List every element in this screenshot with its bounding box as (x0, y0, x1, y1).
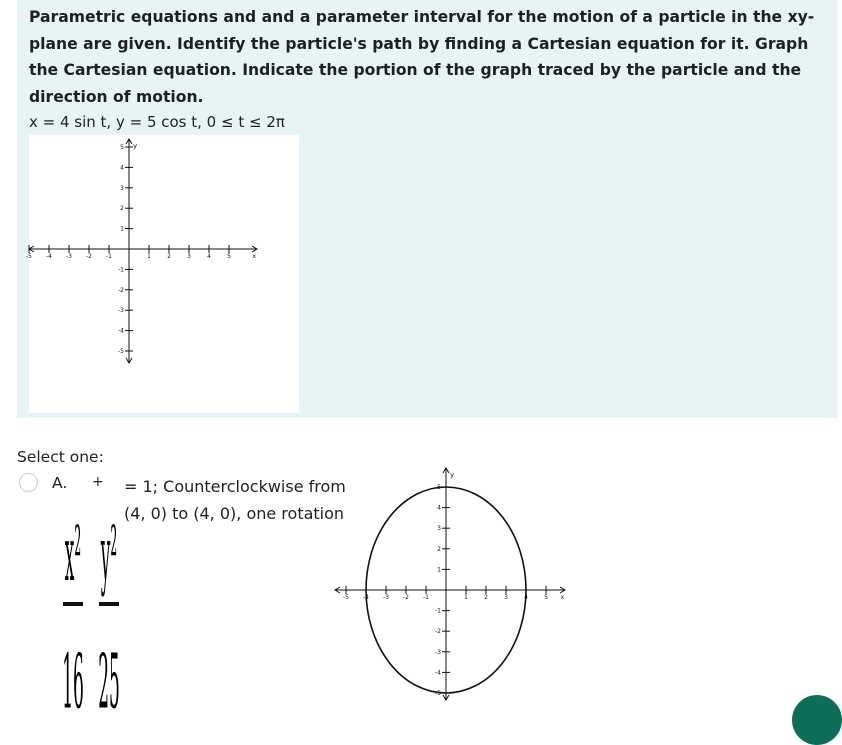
y-tick-label: 3 (437, 525, 441, 533)
y-tick-label: -3 (435, 648, 441, 656)
x-tick-label: -3 (383, 594, 389, 601)
fraction-x-squared-over-16 (56, 508, 90, 726)
y-tick-label: -1 (435, 607, 441, 615)
fraction-bar (63, 602, 83, 606)
x-tick-label: -4 (363, 594, 369, 601)
x-tick-label: 2 (484, 594, 488, 601)
y-tick-label: -5 (435, 690, 441, 697)
axes (335, 468, 565, 700)
blank-graph-svg (26, 135, 299, 413)
x-axis-label: x (252, 253, 256, 260)
fraction-denominator-25: 25 (98, 638, 120, 726)
x-tick-label: -2 (86, 253, 92, 260)
blank-graph (26, 135, 299, 413)
x-tick-label: 5 (544, 594, 548, 601)
y-axis-label: y (450, 471, 455, 479)
fraction-numerator-x: x² (64, 511, 82, 598)
y-tick-label: 1 (120, 225, 124, 233)
x-tick-label: -1 (423, 594, 429, 601)
y-tick-label: -4 (118, 327, 124, 335)
x-tick-label: 3 (187, 253, 191, 260)
y-tick-label: -1 (118, 266, 124, 274)
y-tick-label: 2 (437, 545, 441, 553)
x-tick-label: 4 (207, 253, 211, 260)
x-tick-label: -5 (26, 253, 32, 260)
y-axis-label: y (133, 142, 138, 150)
y-tick-label: 2 (120, 205, 124, 213)
x-tick-label: 3 (504, 594, 508, 601)
x-tick-label: -1 (106, 253, 112, 260)
y-tick-label: 4 (120, 164, 124, 172)
fraction-denominator-16: 16 (62, 638, 84, 726)
y-tick-label: 1 (437, 566, 441, 574)
x-tick-label: -2 (403, 594, 409, 601)
fraction-y-squared-over-25 (92, 508, 126, 726)
select-one-label: Select one: (17, 448, 104, 466)
fraction-bar (99, 602, 119, 606)
y-tick-label: -2 (435, 628, 441, 636)
fraction-numerator-y: y² (100, 511, 118, 598)
option-a-graph-svg (333, 462, 573, 705)
y-tick-label: 3 (120, 184, 124, 192)
help-button[interactable] (792, 695, 842, 745)
y-tick-label: 5 (437, 484, 441, 491)
x-tick-label: 1 (147, 253, 151, 260)
option-a-text: = 1; Counterclockwise from (4, 0) to (4, 0), one rotation (124, 477, 346, 523)
y-tick-label: -5 (118, 348, 124, 355)
x-tick-label: -5 (343, 594, 349, 601)
x-tick-label: -3 (66, 253, 72, 260)
parametric-equation: x = 4 sin t, y = 5 cos t, 0 ≤ t ≤ 2π (29, 113, 285, 131)
question-text: Parametric equations and and a parameter interval for the motion of a particle in the xy-plane are given. Identify the particle's path by finding a Cartesian equation for it. Graph the Cartesian equation. Indicate the portion of the graph traced by the particle and the direction of motion. (29, 8, 815, 106)
y-tick-label: -4 (435, 669, 441, 677)
option-a-radio[interactable] (19, 473, 38, 492)
option-a-letter: A. (52, 474, 68, 492)
y-tick-label: 4 (437, 504, 441, 512)
x-tick-label: 5 (227, 253, 231, 260)
option-a-plus: + (92, 474, 104, 490)
x-axis-label: x (560, 594, 564, 601)
option-a-graph (333, 462, 573, 705)
axes (26, 139, 257, 363)
y-tick-label: -3 (118, 307, 124, 315)
x-tick-label: 1 (464, 594, 468, 601)
x-tick-label: 4 (524, 594, 528, 601)
y-tick-label: 5 (120, 144, 124, 151)
x-tick-label: 2 (167, 253, 171, 260)
y-tick-label: -2 (118, 286, 124, 294)
x-tick-label: -4 (46, 253, 52, 260)
